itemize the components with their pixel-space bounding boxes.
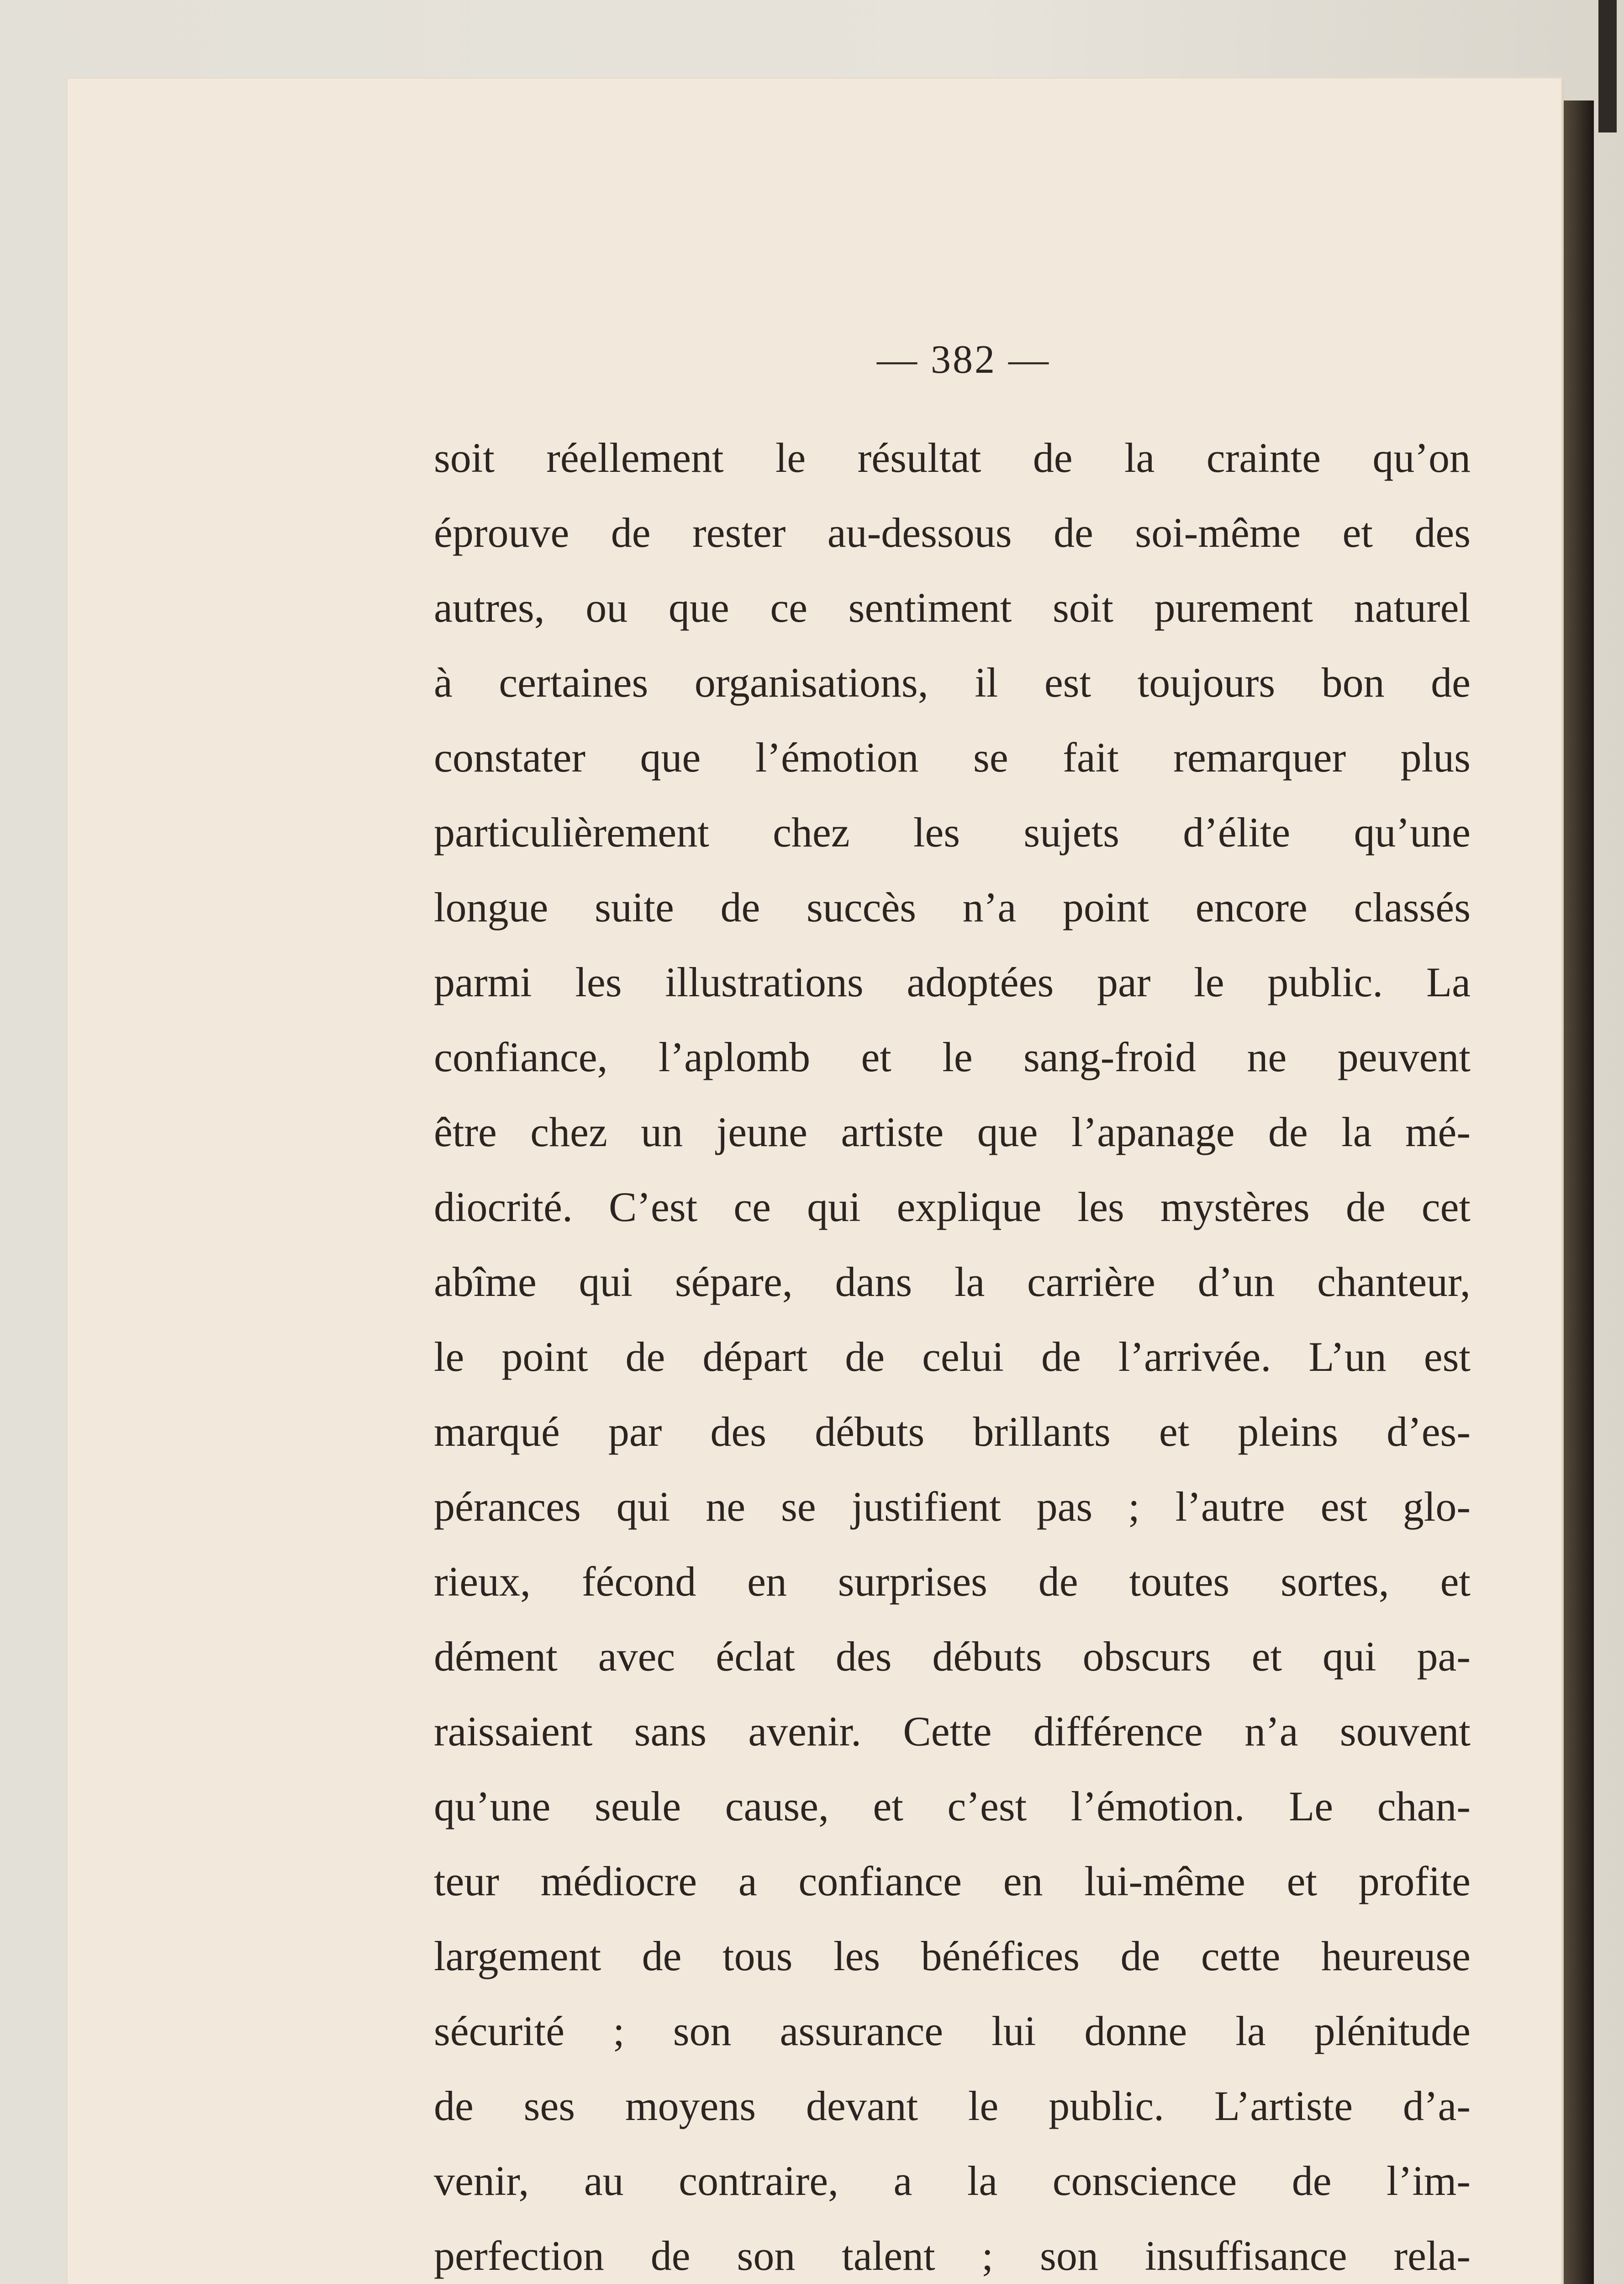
text-line: longue suite de succès n’a point encore classés bbox=[434, 884, 1471, 931]
text-line: rieux, fécond en surprises de toutes sortes, et bbox=[434, 1558, 1471, 1605]
text-line: soit réellement le résultat de la crainte qu’on bbox=[434, 434, 1471, 481]
text-line: particulièrement chez les sujets d’élite qu’une bbox=[434, 809, 1471, 856]
text-line: marqué par des débuts brillants et pleins d’es- bbox=[434, 1408, 1471, 1455]
text-line: largement de tous les bénéfices de cette heureuse bbox=[434, 1933, 1471, 1979]
scanner-edge-top bbox=[1598, 0, 1617, 132]
text-line: autres, ou que ce sentiment soit purement naturel bbox=[434, 584, 1471, 631]
text-line: à certaines organisations, il est toujours bon de bbox=[434, 659, 1471, 706]
text-line: dément avec éclat des débuts obscurs et qui pa- bbox=[434, 1633, 1471, 1680]
text-line: confiance, l’aplomb et le sang-froid ne peuvent bbox=[434, 1034, 1471, 1080]
page-number: — 382 — bbox=[877, 338, 1050, 382]
text-line: sécurité ; son assurance lui donne la plénitude bbox=[434, 2008, 1471, 2054]
text-line: diocrité. C’est ce qui explique les mystères de cet bbox=[434, 1184, 1471, 1230]
text-line: abîme qui sépare, dans la carrière d’un chanteur, bbox=[434, 1258, 1471, 1305]
text-line: perfection de son talent ; son insuffisance rela- bbox=[434, 2232, 1471, 2279]
text-line: qu’une seule cause, et c’est l’émotion. Le chan- bbox=[434, 1783, 1471, 1829]
text-line: constater que l’émotion se fait remarquer plus bbox=[434, 734, 1471, 781]
body-text bbox=[434, 420, 1471, 2284]
text-line: pérances qui ne se justifient pas ; l’autre est glo- bbox=[434, 1483, 1471, 1530]
text-line: éprouve de rester au-dessous de soi-même et des bbox=[434, 509, 1471, 556]
text-line: de ses moyens devant le public. L’artiste d’a- bbox=[434, 2083, 1471, 2129]
text-line: raissaient sans avenir. Cette différence n’a souvent bbox=[434, 1708, 1471, 1755]
text-line: teur médiocre a confiance en lui-même et profite bbox=[434, 1858, 1471, 1904]
book-spine-edge bbox=[1561, 100, 1594, 2284]
text-line: être chez un jeune artiste que l’apanage de la mé- bbox=[434, 1109, 1471, 1155]
text-line: le point de départ de celui de l’arrivée. L’un est bbox=[434, 1333, 1471, 1380]
text-line: venir, au contraire, a la conscience de l’im- bbox=[434, 2157, 1471, 2204]
text-line: parmi les illustrations adoptées par le public. La bbox=[434, 959, 1471, 1005]
